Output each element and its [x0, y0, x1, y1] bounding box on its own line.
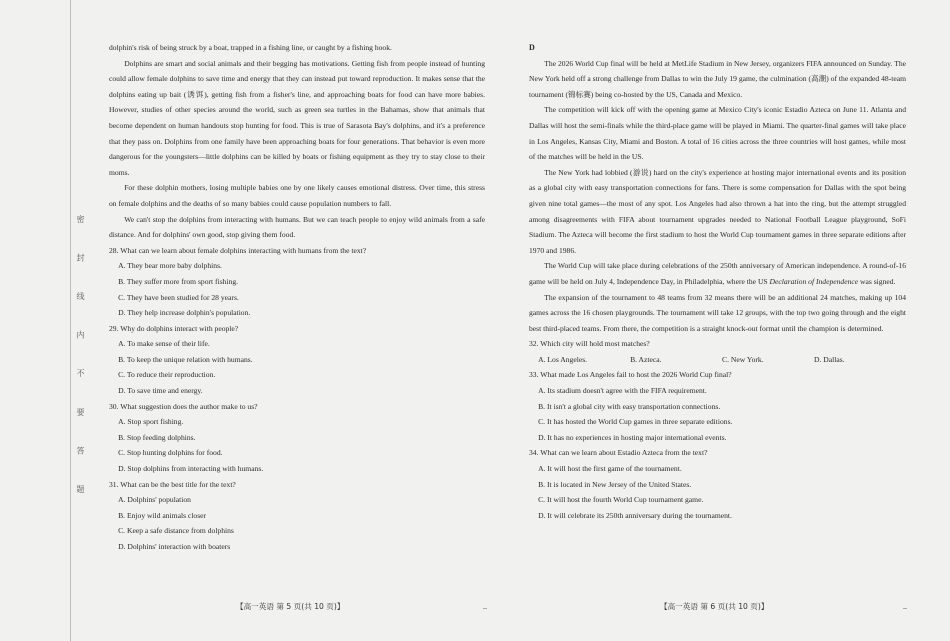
question-31-option-b: B. Enjoy wild animals closer — [118, 510, 207, 520]
question-33-option-d: D. It has no experiences in hosting major international events. — [538, 432, 727, 442]
question-29-option-a: A. To make sense of their life. — [118, 339, 210, 349]
question-33-option-b: B. It isn't a global city with easy transportation connections. — [538, 401, 721, 411]
question-28-option-a: A. They bear more baby dolphins. — [118, 261, 222, 271]
right-page-footer: 【高一英语 第 6 页(共 10 页)】 — [660, 602, 769, 611]
question-32-options — [529, 352, 906, 368]
question-33-option-c: C. It has hosted the World Cup games in three separate editions. — [538, 417, 733, 427]
question-29-option-c: C. To reduce their reproduction. — [118, 370, 216, 380]
question-32-stem: 32. Which city will hold most matches? — [529, 339, 650, 349]
right-paragraph-3: The New York had lobbied (游说) hard on the city's experience at hosting major international events and its position as a global city with easy transportation connections for fans. There is some compensation for Dallas with the spot being given nine total games—the most of any spot. Los Angeles had also thrown a hat into the ring, but the attempt struggled among disagreements with FIFA about tournament upgrades needed to National Football League playground, SoFi Stadium. The Azteca will become the first stadium to host the World Cup tournament games in three separate editions after 1970 and 1986. — [529, 167, 906, 255]
right-paragraph-4 — [529, 258, 906, 289]
right-page-column — [529, 40, 906, 523]
question-28-stem: 28. What can we learn about female dolphins interacting with humans from the text? — [109, 245, 367, 255]
question-28-option-b: B. They suffer more from sport fishing. — [118, 276, 239, 286]
question-28-option-c: C. They have been studied for 28 years. — [118, 292, 239, 302]
question-30-stem: 30. What suggestion does the author make to us? — [109, 401, 258, 411]
question-29-stem: 29. Why do dolphins interact with people? — [109, 323, 239, 333]
question-33-stem: 33. What made Los Angeles fail to host the 2026 World Cup final? — [529, 370, 732, 380]
fold-mark — [483, 608, 487, 609]
question-34-stem: 34. What can we learn about Estadio Azteca from the text? — [529, 448, 708, 458]
section-title: D — [529, 43, 535, 52]
right-paragraph-4-start: The World Cup will take place during celebrations of the 250th anniversary of American independence. A round-of-16 game will be held on July 4, Independence Day, in Philadelphia, where the US — [529, 261, 906, 286]
right-paragraph-5: The expansion of the tournament to 48 teams from 32 means there will be an additional 24 matches, making up 104 games across the 16 chosen playgrounds. The tournament will take 12 groups, with the top two going through and the eight best third-placed teams. From there, the competition is a straight knock-out format until the champion is determined. — [529, 292, 906, 333]
question-34-option-b: B. It is located in New Jersey of the United States. — [538, 479, 692, 489]
fold-mark — [903, 608, 907, 609]
question-33-option-a: A. Its stadium doesn't agree with the FIFA requirement. — [538, 386, 707, 396]
left-paragraph-2: Dolphins are smart and social animals and their begging has motivations. Getting fish from people instead of hunting could allow female dolphins to save time and energy that they can instead put toward reproduction. It makes sense that the dolphins eating up bait (诱饵), getting fish from a fisher's line, and approaching boats for food can have more babies. However, studies of other species around the world, such as green sea turtles in the Bahamas, show that animals that become dependent on human handouts stop hunting for food. This is true of Sarasota Bay's dolphins, and it's a preference that they pass on. Dolphins from one family have been approaching boats for four generations. That behavior is even more dangerous for the youngsters—little dolphins can be killed by boats or fishing equipment as they try to stay close to their moms. — [109, 58, 485, 177]
question-28-option-d: D. They help increase dolphin's population. — [118, 308, 251, 318]
left-paragraph-4: We can't stop the dolphins from interacting with humans. But we can teach people to enjoy wild animals from a safe distance. And for dolphins' own good, stop giving them food. — [109, 214, 485, 240]
question-32-option-d: D. Dallas. — [814, 354, 845, 364]
question-34-option-d: D. It will celebrate its 250th anniversary during the tournament. — [538, 510, 732, 520]
left-page-footer: 【高一英语 第 5 页(共 10 页)】 — [236, 602, 345, 611]
question-32-option-b: B. Azteca. — [630, 354, 662, 364]
question-30-option-c: C. Stop hunting dolphins for food. — [118, 448, 223, 458]
question-30-option-a: A. Stop sport fishing. — [118, 417, 184, 427]
question-30-option-b: B. Stop feeding dolphins. — [118, 432, 196, 442]
question-34-option-c: C. It will host the fourth World Cup tournament game. — [538, 495, 704, 505]
question-29-option-d: D. To save time and energy. — [118, 386, 203, 396]
question-31-option-d: D. Dolphins' interaction with boaters — [118, 542, 231, 551]
right-paragraph-2: The competition will kick off with the opening game at Mexico City's iconic Estadio Azteca on June 11. Atlanta and Dallas will host the semi-finals while the third-place game will be played in Miami. The quarter-final games will take place in Los Angeles, Kansas City, Miami and Boston. A total of 16 cities across the three countries will host games, while most of the matches will be held in the US. — [529, 105, 906, 162]
question-32-option-c: C. New York. — [722, 354, 764, 364]
question-31-option-a: A. Dolphins' population — [118, 495, 191, 505]
declaration-title: Declaration of Independence — [769, 276, 859, 286]
question-34-option-a: A. It will host the first game of the tournament. — [538, 464, 682, 474]
right-paragraph-1: The 2026 World Cup final will be held at MetLife Stadium in New Jersey, organizers FIFA announced on Sunday. The New York held off a strong challenge from Dallas to win the July 19 game, the culmination (高潮) of the expanded 48-team tournament (锦标赛) being co-hosted by the US, Canada and Mexico. — [529, 58, 906, 99]
question-29-option-b: B. To keep the unique relation with humans. — [118, 354, 253, 364]
left-paragraph-1: dolphin's risk of being struck by a boat, trapped in a fishing line, or caught by a fishing hook. — [109, 43, 392, 52]
right-paragraph-4-end: was signed. — [858, 276, 896, 286]
left-page-column — [109, 40, 485, 555]
binding-line — [70, 0, 71, 641]
binding-notice: 密 封 线 内 不 要 答 题 — [76, 215, 85, 507]
left-paragraph-3: For these dolphin mothers, losing multiple babies one by one likely causes emotional distress. Over time, this stress on female dolphins and the deaths of so many babies could cause population numbers to fall. — [109, 183, 485, 208]
question-32-option-a: A. Los Angeles. — [538, 354, 588, 364]
question-30-option-d: D. Stop dolphins from interacting with humans. — [118, 464, 264, 474]
question-31-option-c: C. Keep a safe distance from dolphins — [118, 526, 234, 536]
question-31-stem: 31. What can be the best title for the text? — [109, 479, 236, 489]
